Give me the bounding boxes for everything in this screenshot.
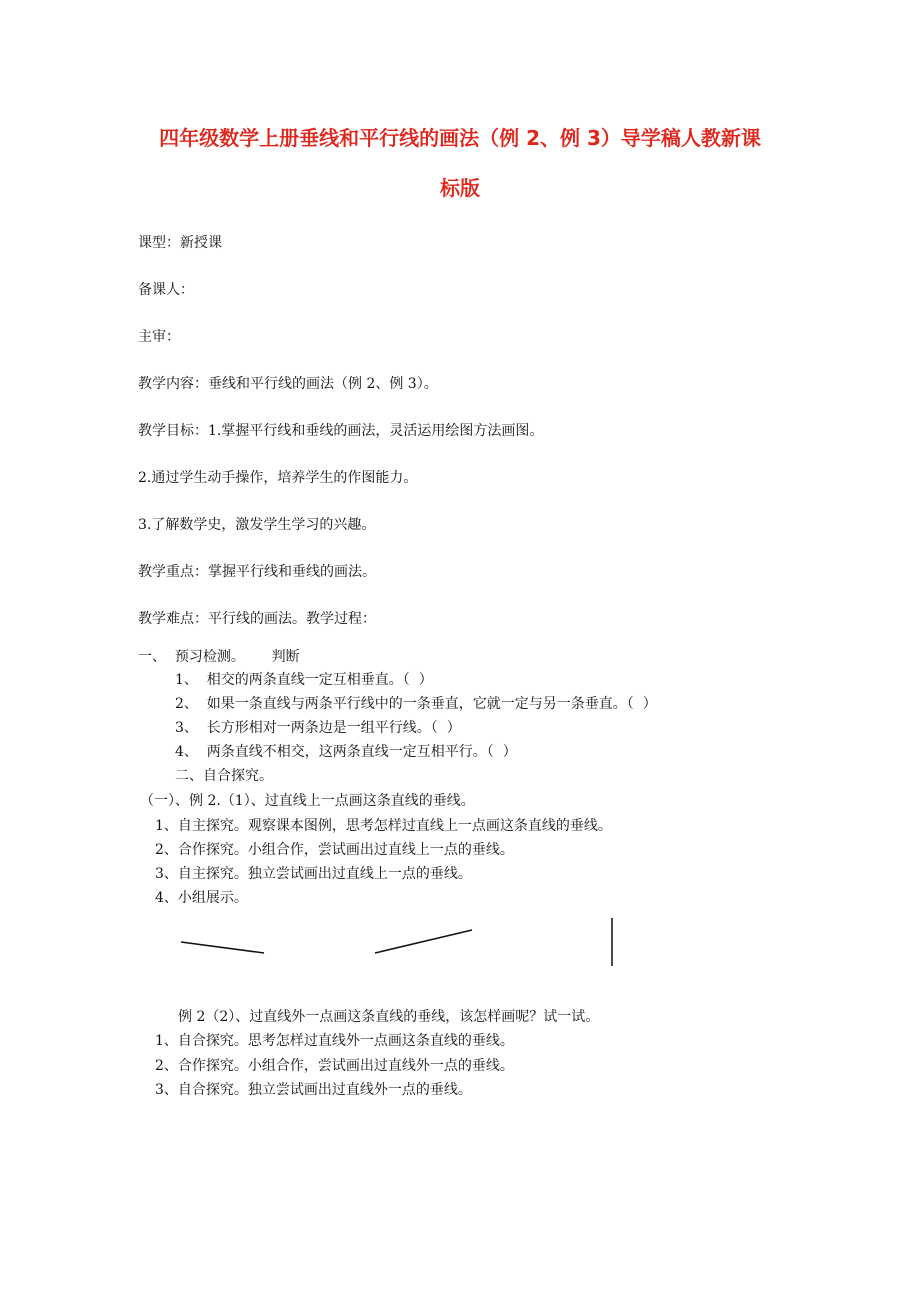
- step-2-2: 2、合作探究。小组合作，尝试画出过直线外一点的垂线。: [155, 1058, 514, 1074]
- step-1-1: 1、自主探究。观察课本图例，思考怎样过直线上一点画这条直线的垂线。: [155, 818, 612, 834]
- section-1-heading: 一、 预习检测。 判断: [138, 649, 300, 665]
- lesson-type: 课型：新授课: [138, 235, 222, 251]
- document-title-line-1: 四年级数学上册垂线和平行线的画法（例 2、例 3）导学稿人教新课: [159, 126, 761, 150]
- preparer: 备课人：: [138, 282, 194, 298]
- judgement-item-1: 1、 相交的两条直线一定互相垂直。（ ）: [175, 672, 433, 688]
- step-1-4: 4、小组展示。: [155, 890, 248, 906]
- figure-line-1: [181, 942, 264, 953]
- step-1-3: 3、自主探究。独立尝试画出过直线上一点的垂线。: [155, 866, 472, 882]
- difficulty: 教学难点：平行线的画法。教学过程：: [138, 611, 376, 627]
- section-2-heading: 二、自合探究。: [175, 768, 273, 784]
- teaching-goal-3: 3.了解数学史，激发学生学习的兴趣。: [138, 517, 376, 533]
- teaching-content: 教学内容：垂线和平行线的画法（例 2、例 3）。: [138, 376, 438, 392]
- reviewer: 主审：: [138, 329, 180, 345]
- teaching-goal-2: 2.通过学生动手操作，培养学生的作图能力。: [138, 470, 418, 486]
- teaching-goal-1: 教学目标：1.掌握平行线和垂线的画法，灵活运用绘图方法画图。: [138, 423, 544, 439]
- judgement-item-3: 3、 长方形相对一两条边是一组平行线。（ ）: [175, 720, 461, 736]
- step-1-2: 2、合作探究。小组合作，尝试画出过直线上一点的垂线。: [155, 842, 514, 858]
- step-2-1: 1、自合探究。思考怎样过直线外一点画这条直线的垂线。: [155, 1033, 514, 1049]
- example-2-part-1: （一）、例 2.（1）、过直线上一点画这条直线的垂线。: [140, 793, 475, 809]
- step-2-3: 3、自合探究。独立尝试画出过直线外一点的垂线。: [155, 1082, 472, 1098]
- example-2-part-2: 例 2（2）、过直线外一点画这条直线的垂线，该怎样画呢？试一试。: [178, 1009, 600, 1025]
- document-title-line-2: 标版: [440, 176, 480, 200]
- judgement-item-4: 4、 两条直线不相交，这两条直线一定互相平行。（ ）: [175, 744, 517, 760]
- figure-line-2: [375, 930, 472, 953]
- key-point: 教学重点：掌握平行线和垂线的画法。: [138, 564, 376, 580]
- judgement-item-2: 2、 如果一条直线与两条平行线中的一条垂直，它就一定与另一条垂直。（ ）: [175, 696, 657, 712]
